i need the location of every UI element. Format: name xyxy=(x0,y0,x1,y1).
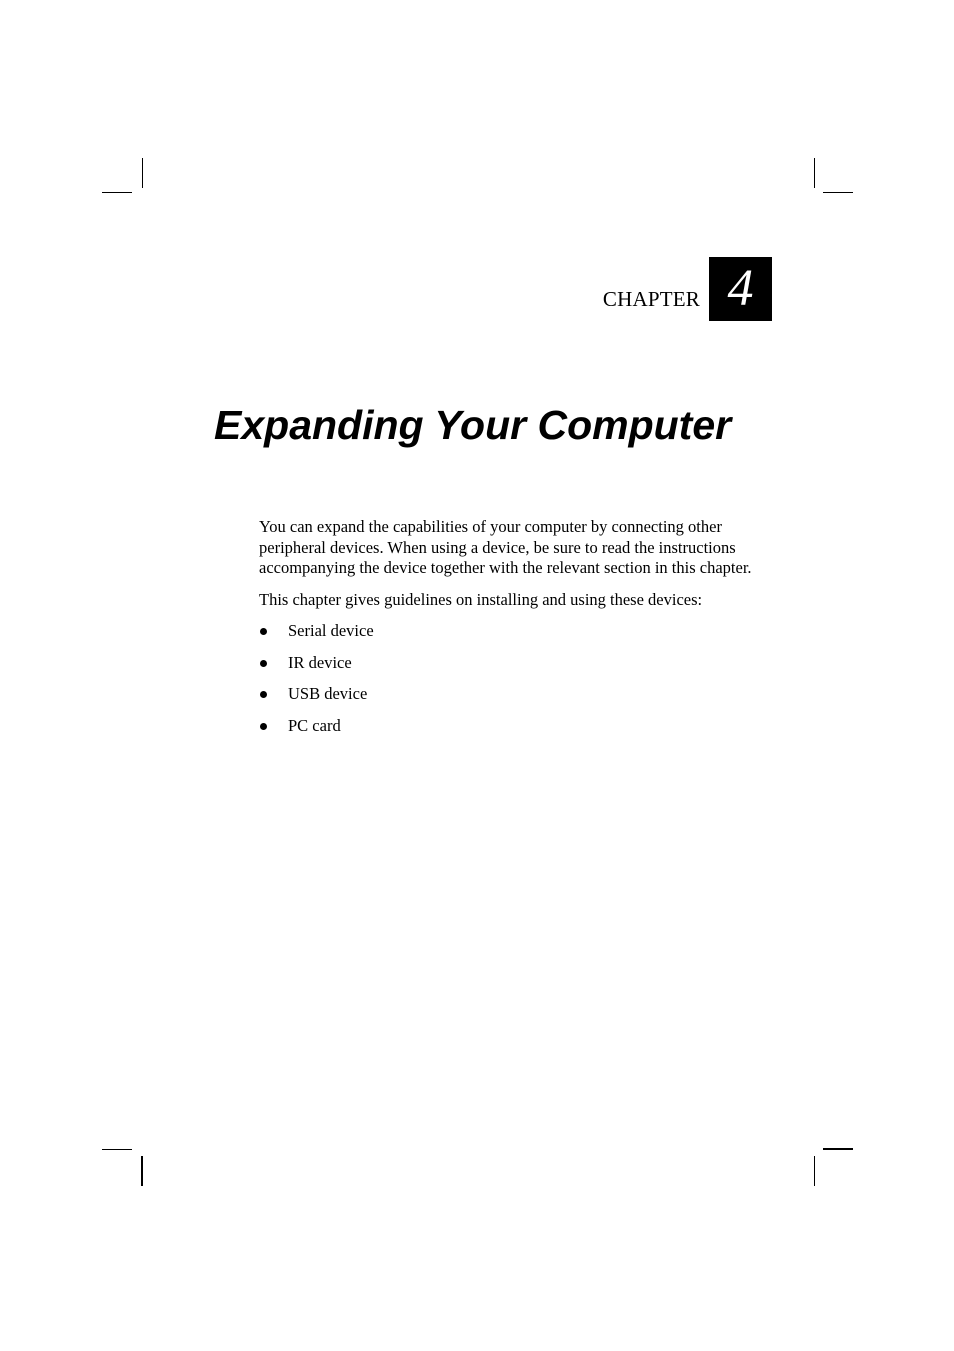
list-item xyxy=(259,716,774,737)
crop-mark-bottom-left-vertical xyxy=(141,1156,143,1186)
list-item-label: USB device xyxy=(288,684,368,704)
crop-mark-top-left-vertical xyxy=(142,158,143,188)
crop-mark-bottom-right-horizontal xyxy=(823,1148,853,1150)
bullet-icon xyxy=(260,691,267,698)
bullet-icon xyxy=(260,660,267,667)
list-item-label: IR device xyxy=(288,652,352,672)
chapter-label: CHAPTER xyxy=(602,287,700,311)
bullet-icon xyxy=(260,723,267,730)
chapter-body xyxy=(259,517,774,748)
list-item xyxy=(259,621,774,642)
crop-mark-top-right-vertical xyxy=(814,158,815,188)
crop-mark-bottom-right-vertical xyxy=(814,1156,815,1186)
list-item xyxy=(259,653,774,674)
crop-mark-top-left-horizontal xyxy=(102,192,132,193)
intro-paragraph: You can expand the capabilities of your computer by connecting other peripheral devices. When using a device, be sure to read the instructions accompanying the device together with the relevant section in this chapter. xyxy=(259,517,752,577)
crop-mark-top-right-horizontal xyxy=(823,192,853,193)
guidelines-paragraph: This chapter gives guidelines on installing and using these devices: xyxy=(259,589,703,609)
device-list xyxy=(259,621,774,737)
crop-mark-bottom-left-horizontal xyxy=(102,1149,132,1150)
bullet-icon xyxy=(260,628,267,635)
list-item-label: Serial device xyxy=(288,621,374,640)
page-title: Expanding Your Computer xyxy=(214,402,732,448)
list-item xyxy=(259,684,774,705)
list-item-label: PC card xyxy=(288,716,341,736)
chapter-number-badge xyxy=(709,257,772,321)
chapter-number: 4 xyxy=(727,260,754,317)
